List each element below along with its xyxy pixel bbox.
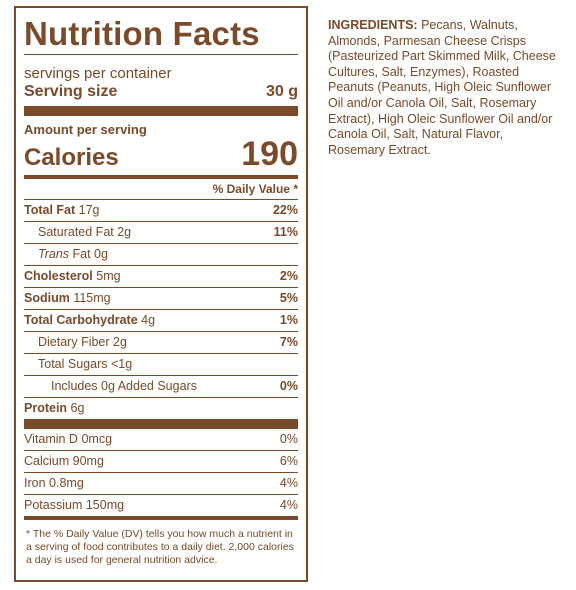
ingredients-label: INGREDIENTS: [328, 18, 418, 32]
nutrient-row-saturated-fat: Saturated Fat 2g 11% [24, 221, 298, 243]
amount-per-serving: Amount per serving [24, 122, 147, 137]
serving-size-label: Serving size [24, 83, 118, 100]
ingredients-text [328, 18, 556, 158]
divider-medium [24, 516, 298, 520]
vitamin-row-potassium: Potassium 150mg 4% [24, 494, 298, 516]
vitamin-row-vitamin-d: Vitamin D 0mcg 0% [24, 432, 298, 446]
nutrient-row-dietary-fiber: Dietary Fiber 2g 7% [24, 331, 298, 353]
divider-thick [24, 106, 298, 116]
divider-thick [24, 419, 298, 429]
nutrient-row-total-carbohydrate: Total Carbohydrate 4g 1% [24, 309, 298, 331]
calories-value: 190 [241, 135, 298, 173]
nutrient-row-total-sugars: Total Sugars <1g [24, 353, 298, 375]
nutrient-row-sodium: Sodium 115mg 5% [24, 287, 298, 309]
servings-per-container: servings per container [24, 65, 172, 82]
daily-value-footnote: * The % Daily Value (DV) tells you how much a nutrient in a serving of food contributes to a daily diet. 2,000 calories a day is used for general nutrition advice. [26, 528, 294, 566]
vitamin-row-iron: Iron 0.8mg 4% [24, 472, 298, 494]
divider [24, 54, 298, 55]
nutrient-row-added-sugars: Includes 0g Added Sugars 0% [24, 375, 298, 397]
nutrient-row-trans-fat: Trans Fat 0g [24, 243, 298, 265]
serving-size-row [24, 82, 298, 102]
nutrient-row-cholesterol: Cholesterol 5mg 2% [24, 265, 298, 287]
nutrient-row-protein: Protein 6g [24, 397, 298, 419]
calories-label: Calories [24, 144, 119, 171]
ingredients-list: Pecans, Walnuts, Almonds, Parmesan Cheese Crisps (Pasteurized Part Skimmed Milk, Cheese Cultures, Salt, Enzymes), Roasted Peanuts (Peanuts, High Oleic Sunflower Oil and/or Canola Oil, Salt, Rosemary Extract), High Oleic Sunflower Oil and/or Canola Oil, Salt, Natural Flavor, Rosemary Extract. [328, 18, 556, 157]
serving-size-value: 30 g [265, 83, 298, 100]
daily-value-header: % Daily Value * [212, 182, 298, 196]
panel-title: Nutrition Facts [24, 15, 260, 52]
calories-row [24, 137, 298, 171]
nutrient-row-total-fat: Total Fat 17g 22% [24, 199, 298, 221]
vitamin-row-calcium: Calcium 90mg 6% [24, 450, 298, 472]
nutrition-facts-panel [14, 6, 308, 582]
